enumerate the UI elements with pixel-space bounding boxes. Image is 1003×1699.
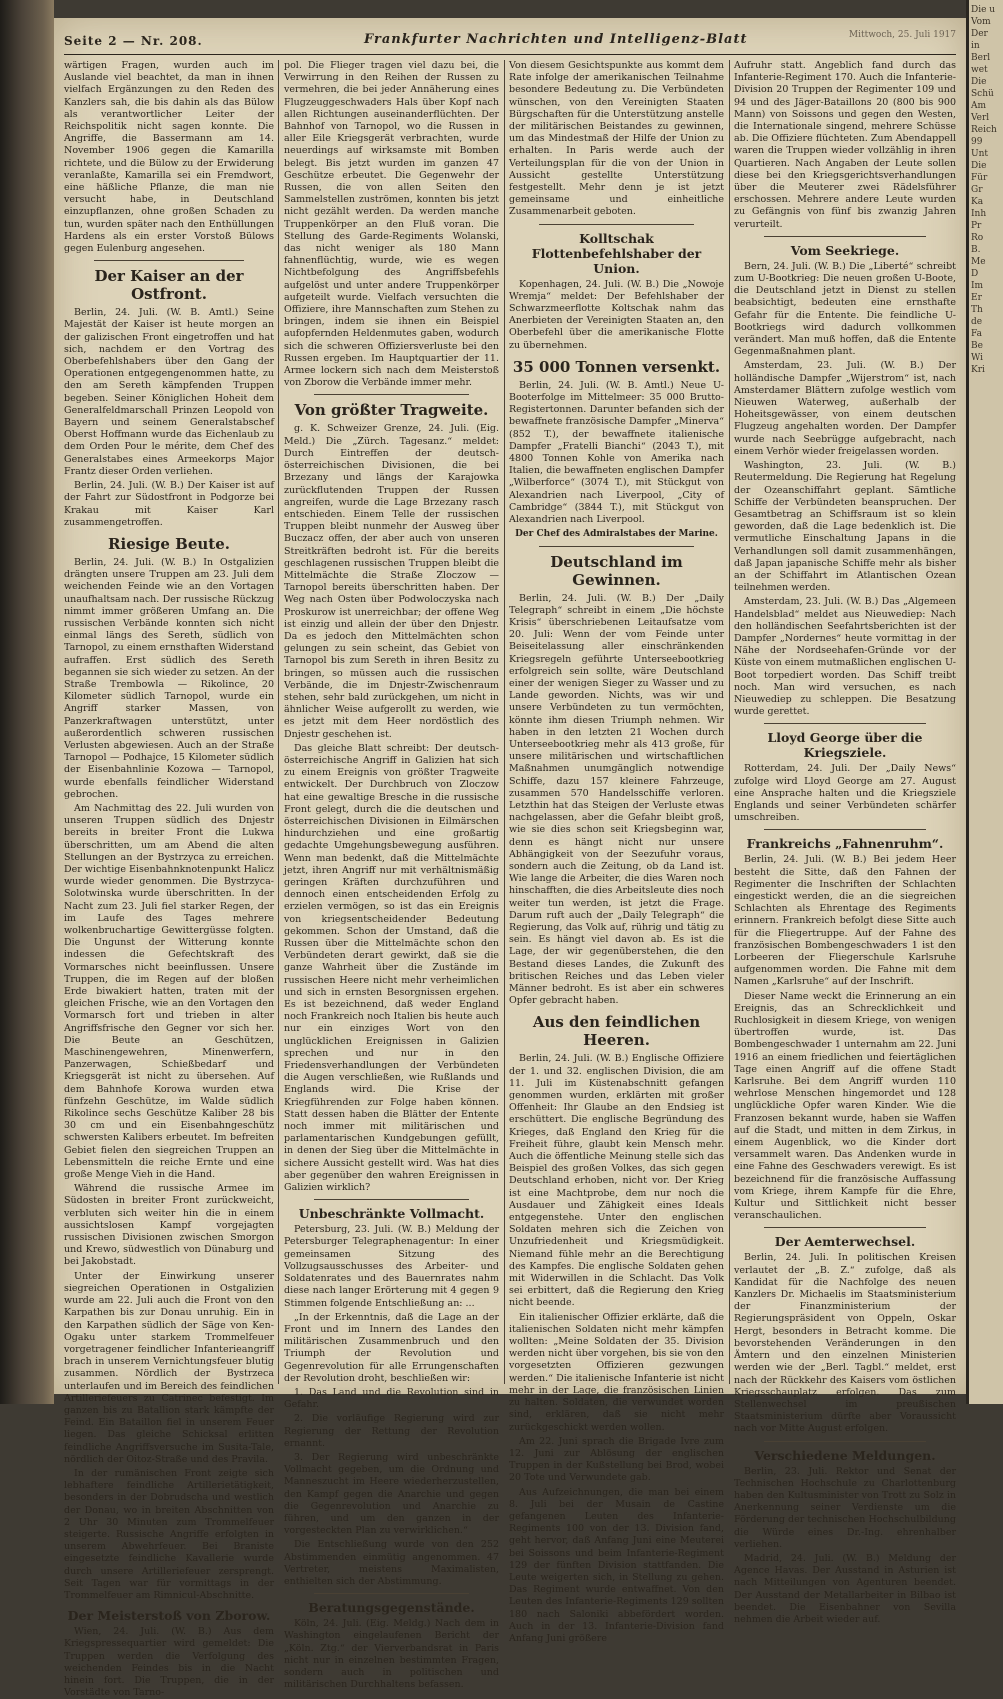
article-text: In der rumänischen Front zeigte sich lebhaftere feindliche Artillerietätigkeit, besonders in der Dobrudscha und westlich der Donau, wo in breiten Abschnitten von 2 Uhr 30 Minuten zum Trommelfeuer steigerte. Russische Angriffe erfolgten in unserem Abwehrfeuer. Bei Braniste eingesetzte feindliche Kavallerie wurde durch unsere Artilleriefeuer zersprengt. Seit Tagen war für vormittags in der Trommelfeuer am Rimnicul-Abschnitte. [64,1467,274,1601]
separator [314,394,469,395]
article-text: „In der Erkenntnis, daß die Lage an der Front und im Innern des Landes den militärischen Zusammenbruch und den Triumph der Revolution und Gegenrevolution für alle Errungenschaften der Revolution droht, beschließen wir: [284,1311,499,1384]
article-text: Madrid, 24. Juli. (W. B.) Meldung der Agence Havas. Der Ausstand in Asturien ist nach Mitteilungen von Agenturen beendet. Der Ausstand der Metallarbeiter in Bilbao ist beendet. Die Eisenbahner von Sevilla nehmen die Arbeit wieder auf. [734,1552,956,1625]
column-rule [504,60,505,1384]
article-text: Amsterdam, 23. Juli. (W. B.) Der holländische Dampfer „Wijerstrom“ ist, nach Amsterdamer Blättern zufolge westlich vom Nieuwen Waterweg, außerhalb der Hoheitsgewässer, von einem deutschen Flugzeug angehalten worden. Der Dampfer wurde nach Seebrügge aufgebracht, nach einem Verhör wieder freigelassen worden. [734,360,956,457]
separator [764,1227,926,1228]
article-text: Aus Aufzeichnungen, die man bei einem 8. Juli bei der Musain de Castine gefangenen Leuten des Infanterie-Regiments 100 von der 13. Division fand, geht hervor, daß Anfang Juni eine Meuterei bei Soissons und beim Infanterie-Regiment 129 der fünften Division stattfanden. Die Leute weigerten sich, in Stellung zu gehen. Das Regiment wurde entwaffnet. Von den Leuten des Infanterie-Regiments 129 sollten 180 nach Saloniki abbefördert worden. Auch in der 13. Infanterie-Division fand Anfang Juni größere [509,1486,724,1644]
separator [314,1199,469,1200]
article-text: Wien, 24. Juli. (W. B.) Aus dem Kriegspressequartier wird gemeldet: Die Truppen werden die Verfolgung des weichenden Feindes bis in die Nacht hinein fort. Die Truppen, die in der Vorstädte von Tarno- [64,1626,274,1699]
article-text: Berlin, 24. Juli. (W. B. Amtl.) Neue U-Booterfolge im Mittelmeer: 35 000 Brutto-Registertonnen. Darunter befanden sich der bewaffnete französische Dampfer „Minerva“ (852 T.), der bewaffnete italienische Dampfer „Fratelli Bianchi“ (2043 T.), mit 4800 Tonnen Kohle von Amerika nach Italien, die bewaffneten englischen Dampfer „Wilberforce“ (3074 T.), mit Stückgut von Alexandrien nach Liverpool, „City of Cambridge“ (3844 T.), mit Stückgut von Alexandrien nach Liverpool. [509,379,724,526]
headline-meisterstoss-zborow: Der Meisterstoß von Zborow. [67,1608,271,1624]
adjacent-page-edge [966,0,1003,1404]
article-text: Berlin, 24. Juli. (W. B.) Der „Daily Telegraph“ schreibt in einem „Die höchste Krisis“ überschriebenen Leitaufsatze vom 20. Juli: Wenn der vom Feinde unter Beiseitelassung aller einschränkenden Kriegsregeln geführte Unterseebootkrieg erfolgreich sein sollte, wäre Deutschland einer der wenigen Sieger zu Wasser und zu Lande geworden. Nichts, was wir und unsere Verbündeten zu tun vermöchten, könnte ihm diesen Triumph nehmen. Wir haben in den letzten 21 Wochen durch Unterseebootkrieg mehr als 413 große, für unsere militärischen und wirtschaftlichen Maßnahmen unumgänglich notwendige Schiffe, dazu 157 kleinere Fahrzeuge, zusammen 570 Handelsschiffe verloren. Letzthin hat das Steigen der Verluste etwas nachgelassen, aber die Gefahr bleibt groß, wie sie dies schon seit Kriegsbeginn war, denn es hängt nicht nur unsere Abhängigkeit von der Seezufuhr voraus, sondern auch die Zeitung, ob da Land ist. Wie lange die Arbeiter, die dies Waren noch hinschafften, die dies Arbeitsleute dies noch weiter tun werden, ist jetzt die Frage. Darum ruft auch der „Daily Telegraph“ die Regierung, das Volk auf, rührig und tätig zu sein. Es hängt viel davon ab. Es ist die Lage, der wir gegenüberstehen, die den Bestand dieses Landes, die Zukunft des britischen Reiches und das Leben vieler Männer bedroht. Es ist aber ein schweres Opfer gebracht haben. [509,592,724,1007]
article-text: Dieser Name weckt die Erinnerung an ein Ereignis, das an Schrecklichkeit und Ruchlosigkeit in diesem Kriege, von wenigen übertroffen wurde, ist. Das Bombengeschwader 1 unternahm am 22. Juni 1916 an einem friedlichen und feiertäglichen Tage einen Angriff auf die offene Stadt Karlsruhe. Bei dem Angriff wurden 110 wehrlose Menschen hingemordet und 128 unglückliche Opfer waren Kinder. Wie die Franzosen bekannt wurde, haben sie Waffen auf die Stadt, und mitten in dem Zirkus, in einem Augenblick, wo die Kinder dort versammelt waren. Das Andenken wurde in eine Fahne des Geschwaders verewigt. Es ist bezeichnend für die französische Auffassung vom Kriege, ihrem Kampfe für die Ehre, Kultur und Sittlichkeit nicht besser veranschaulichen. [734,990,956,1222]
article-text: pol. Die Flieger tragen viel dazu bei, die Verwirrung in den Reihen der Russen zu vermehren, die bei jeder Annäherung eines Flugzeuggeschwaders Hals über Kopf nach allen Richtungen auseinanderflüchten. Der Bahnhof von Tarnopol, wo die Russen in aller Eile Kriegsgerät verbrachten, wurde neuerdings auf wirksamste mit Bomben belegt. Bis jetzt wurden im ganzen 47 Geschütze erbeutet. Die Gegenwehr der Russen, die von allen Seiten den Sammelstellen zuströmen, konnten bis jetzt nicht gezählt werden. Da werden manche Truppenkörper an den Fluß voran. Die Stellung des Garde-Regiments Wolanski, das nicht weniger als 180 Mann fahnenflüchtig, wurde, wie es wegen Nichtbefolgung des Angriffsbefehls aufgelöst und unter andere Truppenkörper aufgeteilt wurde. Vielfach versuchten die Offiziere, ihre Mannschaften zum Stehen zu bringen, indem sie ihnen ein Beispiel aufopfernden Heldenmutes gaben, wodurch sich die schweren Offiziersverluste bei den Russen ergeben. Im Hauptquartier der 11. Armee lockern sich nach dem Meisterstoß von Zborow die Verbände immer mehr. [284,60,499,389]
page-number: Seite 2 — Nr. 208. [64,34,203,48]
article-text: Aufruhr statt. Angeblich fand durch das Infanterie-Regiment 170. Auch die Infanterie-Division 20 Truppen der Regimenter 109 und 94 und des Jäger-Bataillons 20 (800 bis 900 Mann) von Soissons und gegen den Westen, die Internationale singend, mehrere Schüsse ab. Die Offiziere flüchteten. Zum Abendappell waren die Truppen wieder vollzählig in ihren Quartieren. Nach Angaben der Leute sollen diese bei den Kriegsgerichtsverhandlungen über die Meuterer zwei Rädelsführer erschossen. Mehrere andere Leute wurden zu Gefängnis von fünf bis zwanzig Jahren verurteilt. [734,60,956,230]
headline-unbeschraenkte-vollmacht: Unbeschränkte Vollmacht. [298,1206,485,1222]
column-3 [509,60,724,1644]
headline-deutschland-gewinnen: Deutschland im Gewinnen. [550,552,683,589]
article-text: Ein italienischer Offizier erklärte, daß die italienischen Soldaten nicht mehr kämpfen wollten: „Meine Soldaten der 35. Division werden nicht über vorgehen, bis sie von den vorgesetzten Offizieren gezwungen werden.“ Die italienische Infanterie ist nicht mehr in der Lage, die französischen Linien zu halten. Soldaten, die verwundet worden sind, erklären, daß sie nicht mehr zurückgeschickt werden wollen. [509,1311,724,1433]
column-1 [64,60,274,1699]
article-text: Amsterdam, 23. Juli. (W. B.) Das „Algemeen Handelsblad“ meldet aus Nieuwediep: Nach den holländischen Seefahrtsberichten ist der Dampfer „Nordernes“ heute vormittag in der Nähe der Nordseehafen-Gründe vor der Küste von einem mutmaßlichen englischen U-Boot torpediert worden. Das Schiff treibt noch. Man wird versuchen, es nach Nieuwediep zu schleppen. Die Besatzung wurde gerettet. [734,596,956,718]
separator [764,236,926,237]
headline-tonnen-versenkt: 35 000 Tonnen versenkt. [512,357,721,376]
article-text: Rotterdam, 24. Juli. Der „Daily News“ zufolge wird Lloyd George am 27. August eine Ansprache halten und die Kriegsziele Englands und seiner Verbündeten schärfer umschreiben. [734,763,956,824]
headline-verschiedene-meldungen: Verschiedene Meldungen. [754,1447,936,1463]
separator [539,224,694,225]
headline-riesige-beute: Riesige Beute. [108,534,230,553]
article-text: wärtigen Fragen, wurden auch im Auslande viel beachtet, da man in ihnen vielfach Ergänzungen zu den Reden des Kanzlers sah, die bis dahin als das Bülow als verantwortlicher Leiter der Reichspolitik nicht sagen konnte. Die Angriffe, die Bassermann am 14. November 1906 gegen die Kamarilla richtete, und die Bülow zu der Erwiderung veranlaßte, Kamarilla sei ein Fremdwort, eine häßliche Pflanze, die man nie versucht habe, in Deutschland einzupflanzen, ohne großen Schaden zu tun, wurden später nach den Enthüllungen Hardens als ein erster Vorstoß Bülows gegen Eulenburg angesehen. [64,60,274,255]
article-text: Berlin, 24. Juli. (W. B.) Englische Offiziere der 1. und 32. englischen Division, die am 11. Juli im Küstenabschnitt gefangen genommen wurden, erklärten mit großer Offenheit: Ihr Glaube an den Endsieg ist erschüttert. Die englische Begründung des Krieges, daß England den Krieg für die Freiheit führe, glaubt kein Mensch mehr. Auch die öffentliche Meinung stelle sich das Beispiel des großen Volkes, das sich gegen Deutschland erhoben, nicht vor. Der Krieg ist eine Machtprobe, dem nur noch die Ausdauer und Zähigkeit eines Ideals entgegenstehe. Unter den englischen Soldaten mehren sich die Zeichen von Unzufriedenheit und Kriegsmüdigkeit. Niemand fühle mehr an die Berechtigung des Kampfes. Die englische Soldaten gehen mit Widerwillen in die Schlacht. Das Volk sei erbittert, daß die Regierung den Krieg nicht beende. [509,1053,724,1309]
headline-vom-seekriege: Vom Seekriege. [790,242,900,258]
article-text: Berlin, 24. Juli. (W. B.) Der Kaiser ist auf der Fahrt zur Südostfront in Podgorze bei Krakau mit Kaiser Karl zusammengetroffen. [64,480,274,528]
article-text: Bern, 24. Juli. (W. B.) Die „Liberté“ schreibt zum U-Bootkrieg: Die neuen großen U-Boote, die Deutschland jetzt in Dienst zu stellen beabsichtigt, bedeuten eine ernsthafte Gefahr für die Entente. Die feindliche U-Bootkriegs wird dadurch vollkommen verändert. Man muß hoffen, daß die Entente Gegenmaßnahmen plant. [734,260,956,358]
article-text: Am Nachmittag des 22. Juli wurden von unseren Truppen südlich des Dnjestr bereits in breiter Front die Lukwa überschritten, um am Abend die alten Stellungen an der Bystrzyca zu erreichen. Der wichtige Eisenbahnknotenpunkt Halicz wurde wieder genommen. Die Bystrzyca-Solotwinska wurde überschritten. In der Nacht zum 23. Juli fiel starker Regen, der im Laufe des Tages mehrere wolkenbruchartige Gewittergüsse folgten. Die Ungunst der Witterung konnte indessen die Gefechtskraft des Vormarsches nicht beeinflussen. Unsere Truppen, die im Regen auf der bloßen Erde biwakiert hatten, traten mit der gleichen Frische, wie an den Vortagen den Vormarsch fort und trieben in alter Angriffsfrische den Gegner vor sich her. Die Beute an Geschützen, Maschinengewehren, Minenwerfern, Panzerwagen, Schießbedarf und Kriegsgerät ist nicht zu übersehen. Auf dem Bahnhofe Korowa wurden etwa fünfzehn Geschütze, im Walde südlich Rikolince sechs Geschütze Kaliber 28 bis 30 cm und ein Eisenbahngeschütz schwersten Kalibers erbeutet. Im befreiten Gebiet fielen den siegreichen Truppen an Lebensmitteln die reiche Ernte und eine große Menge Vieh in die Hand. [64,802,274,1181]
separator [764,1441,926,1442]
masthead: Frankfurter Nachrichten und Intelligenz-Blatt [364,32,748,47]
signature-admiralstab: Der Chef des Admiralstabes der Marine. [515,529,718,540]
adjacent-page-text: Die u Vom Der in Berl wet Die Schü Am Verl Reich 99 Unt Die Für Gr Ka Inh Pr Ro B. Me D Im Er Th de Fa Be Wi Kri [971,5,997,375]
article-text: Berlin, 24. Juli. (W. B.) Bei jedem Heer besteht die Sitte, daß den Fahnen der Regimenter die Inschriften der Schlachten eingestickt werden, die an die siegreichen Schlachten als Ehrentage des Regiments erinnern. Frankreich befolgt diese Sitte auch für die Fliegertruppe. Auf der Fahne des französischen Bombengeschwaders 1 ist den Lorbeeren der Fliegerschule Karlsruhe aufgenommen worden. Die Fahne mit dem Namen „Karlsruhe“ auf der Inschrift. [734,854,956,988]
separator [314,1593,469,1594]
article-text: Unter der Einwirkung unserer siegreichen Operationen in Ostgalizien wurde am 22. Juli auch die Front von den Karpathen bis zur Donau unruhig. Ein in den Karpathen südlich der Säge von Ken-Ogaku unter starkem Trommelfeuer vorgetragener feindlicher Infanterieangriff brach in unserem Vernichtungsfeuer blutig zusammen. Nördlich der Bystrzeca unterlaufen und im Bereich des feindlichen Artilleriefeuers zu Catrinec befestigt. Im ganzen bis zu Batallion stark kämpfte der Feind. Ein Bataillon fiel in unserem Feuer liegen. Das gleiche Schicksal erlitten feindliche Angriffsversuche im Susita-Tale, nördlich der Oitoz-Straße und des Pravila. [64,1270,274,1465]
date-stamp: Mittwoch, 25. Juli 1917 [848,30,956,40]
article-text: 1. Das Land und die Revolution sind in Gefahr. [284,1386,499,1411]
headline-kaiser-ostfront: Der Kaiser an der Ostfront. [94,267,244,304]
column-rule [729,60,730,1384]
article-text: Das gleiche Blatt schreibt: Der deutsch-österreichische Angriff in Galizien hat sich zu einem Ereignis von größter Tragweite entwickelt. Der Durchbruch von Zloczow hat eine gewaltige Bresche in die russische Front gelegt, durch die die deutschen und österreichischen Divisionen in Eilmärschen hindurchziehen und eine großartig gedachte Umgehungsbewegung ausführen. Wenn man bedenkt, daß die Mittelmächte jetzt, ihren Angriff nur mit verhältnismäßig geringen Kräften durchzuführen und dennoch einen entscheidenden Erfolg zu erzielen vermögen, so ist das ein Ereignis von kriegsentscheidender Bedeutung gekommen. Schon der Umstand, daß die Russen über die Mittelmächte schon den Verbündeten derart gewirkt, daß sie die ganze Wahrheit über die Zustände im russischen Heere nicht mehr verheimlichen und sich in ernsten Besorgnissen ergehen. Es ist bezeichnend, daß weder England noch Frankreich noch Italien bis heute auch nur ein einziges Wort von den unglücklichen Ereignissen in Galizien sprechen und nur in den Friedensverhandlungen der Verbündeten die Augen verschließen, wie Rußlands und Englands wird. Die Krise der Kriegführenden zur Folge haben können. Statt dessen haben die Blätter der Entente noch immer mit militärischen und parlamentarischen Kundgebungen gefüllt, in denen der Sieg über die Mittelmächte in sichere Aussicht gestellt wird. Was hat dies aber gegenüber den wahren Ereignissen in Galizien wirklich? [284,742,499,1194]
separator [94,260,244,261]
separator [539,546,694,547]
article-text: Die Entschließung wurde von den 252 Abstimmenden einmütig angenommen. 47 Vertreter, meistens Maximalisten, enthielten sich der Abstimmung. [284,1539,499,1587]
page-header [64,28,956,55]
article-text: Washington, 23. Juli. (W. B.) Reutermeldung. Die Regierung hat Regelung der Ozeanschiffahrt geplant. Sämtliche Schiffe der Verbündeten beanspruchen. Der Gesamtbetrag an Schiffsraum ist so klein geworden, daß die Lage bedenklich ist. Die vermutliche Einschaltung Japans in die Verhandlungen soll damit zusammenhängen, daß Japan japanische Schiffe mehr als bisher an der Schiffahrt im Atlantischen Ozean teilnehmen werden. [734,460,956,594]
headline-groesster-tragweite: Von größter Tragweite. [294,401,489,420]
article-text: Kopenhagen, 24. Juli. (W. B.) Die „Nowoje Wremja“ meldet: Der Befehlshaber der Schwarzmeerflotte Koltschak nahm das Anerbieten der Vereinigten Staaten an, den Oberbefehl über die amerikanische Flotte zu übernehmen. [509,278,724,351]
article-text: 2. Die vorläufige Regierung wird zur Regierung der Rettung der Revolution ernannt. [284,1413,499,1449]
newspaper-page [54,18,966,1699]
article-text: Am 22. Juni sprach die Brigade Ivre zum 12. Juni zur Ablösung der englischen Truppen in der Kußstellung bei Brod, wobei 20 Tote und Verwundete gab. [509,1435,724,1484]
book-binding [0,0,54,1404]
article-text: Berlin, 24. Juli. In politischen Kreisen verlautet der „B. Z.“ zufolge, daß als Kandidat für die Nachfolge des neuen Kanzlers Dr. Michaelis im Staatsministerium der Finanzministerium der Regierungspräsident von Oppeln, Oskar Hergt, besonders in Betracht komme. Die bevorstehenden Veränderungen in den Ämtern und den einzelnen Ministerien werden wie der „Berl. Tagbl.“ meldet, erst nach der Rückkehr des Kaisers vom östlichen Kriegsschauplatz erfolgen. Das zum Stellenwechsel im preußischen Staatsministerium dürfte aber Voraussicht nach vor Mitte August erfolgen. [734,1252,956,1435]
headline-koltschak: Kolltschak [579,230,654,246]
headline-beratungsgegenstaende: Beratungsgegenstände. [308,1600,475,1616]
article-text: g. K. Schweizer Grenze, 24. Juli. (Eig. Meld.) Die „Zürch. Tagesanz.“ meldet: Durch Eintreffen der deutsch-österreichischen Divisionen, die bei Brzezany und längs der Karajowka zurückflutenden Truppen der Russen angreifen, wurde die Lage Brzezany rasch entschieden. Einem Telle der russischen Truppen bleibt nunmehr der Ausweg über Buczacz offen, der aber auch von unseren Streitkräften bedroht ist. Für die bereits geschlagenen russischen Truppen bleibt die Mittelmächte die Straße Zloczow — Tarnopol bereits überschritten haben. Der Weg nach Osten über Podwoloczyska nach Proskurow ist unerreichbar; der offene Weg ist einzig und allein der über den Dnjestr. Da es jedoch den Mittelmächten schon gelungen zu sein scheint, das Gebiet von Tarnopol bis zum Sereth in ihren Besitz zu bringen, so müssen auch die russischen Verbände, die im Dnjestr-Zwischenraum stehen, sehr bald zurückgehen, um nicht in ähnlicher Weise aufgerollt zu werden, wie es jetzt mit dem Heer nordöstlich des Dnjestr geschehen ist. [284,423,499,740]
article-text: Berlin, 23. Juli. Rektor und Senat der Technischen Hochschule zu Charlottenburg haben den Kultusminister von Trott zu Solz in Anerkennung seiner Verdienste um die Förderung der technischen Hochschulbildung die Würde eines Dr.-Ing. ehrenhalber verliehen. [734,1465,956,1550]
article-text: Köln, 24. Juli. (Eig. Meldg.) Nach dem in Washington eingelaufenen Bericht der „Köln. Ztg.“ der Vierverbandsrat in Paris nicht nur in einzelnen bestimmten Fragen, sondern auch in politischen und militärischen Durchhaltens befassen. [284,1618,499,1691]
article-text: Von diesem Gesichtspunkte aus kommt dem Rate infolge der amerikanischen Teilnahme besondere Bedeutung zu. Die Verbündeten wünschen, von den Vereinigten Staaten Bürgschaften für die Unterstützung anstelle der militärischen Beistandes zu gewinnen, um das Mindestmaß der Hilfe der Union zu erhalten. In Paris werde auch der Verteilungsplan für die von der Union in Aussicht gestellte Unterstützung festgestellt. Mehr denn je ist jetzt gemeinsame und einheitliche Zusammenarbeit geboten. [509,60,724,218]
separator [764,829,926,830]
article-text: 3. Der Regierung wird unbeschränkte Vollmacht gegeben, um die Ordnung und Manneszucht im Heere wiederherzustellen, den Kampf gegen die Anarchie und gegen die Gegenrevolution und Anarchie zu führen, und um den ganzen in der vorgesteckten Plan zu verwirklichen.“ [284,1451,499,1537]
headline-lloyd-george: Lloyd George über die Kriegsziele. [767,730,923,761]
article-text: Während die russische Armee im Südosten in breiter Front zurückweicht, verbluten sich weiter hin die in einem aussichtslosen Kampf vorgejagten russischen Divisionen zwischen Smorgon und Krewo, südwestlich von Dünaburg und bei Jakobstadt. [64,1183,274,1268]
column-rule [278,60,279,1384]
article-text: Petersburg, 23. Juli. (W. B.) Meldung der Petersburger Telegraphenagentur: In einer gemeinsamen Sitzung des Vollzugsausschusses des Arbeiter- und Soldatenrates und des Bauernrates nahm diese nach langer Erörterung mit 4 gegen 9 Stimmen folgende Entschließung an: ... [284,1224,499,1309]
separator [764,723,926,724]
headline-flottenbefehlshaber: Flottenbefehlshaber der Union. [531,245,702,276]
column-2 [284,60,499,1691]
column-4 [734,60,956,1625]
headline-aemterwechsel: Der Aemterwechsel. [774,1234,916,1250]
headline-fahnenruhm: Frankreichs „Fahnenruhm“. [746,836,944,852]
article-text: Berlin, 24. Juli. (W. B. Amtl.) Seine Majestät der Kaiser ist heute morgen an der galizischen Front eingetroffen und hat sich, nachdem er den Vortrag des Oberbefehlshabers über den Gang der Operationen entgegengenommen hatte, zu den am Sereth kämpfenden Truppen begeben. Seiner Königlichen Hoheit dem Generalfeldmarschall Prinzen Leopold von Bayern und seinem Generalstabschef Oberst Hoffmann wurde das Eichenlaub zu dem Orden Pour le mérite, dem Chef des Generalstabes eines Armeekorps Major Frantz dieser Orden verliehen. [64,307,274,477]
article-text: Berlin, 24. Juli. (W. B.) In Ostgalizien drängten unsere Truppen am 23. Juli dem weichenden Feinde wie an den Vortagen unaufhaltsam nach. Der russische Rückzug nimmt immer größeren Umfang an. Die russischen Verbände konnten sich nicht einmal längs des Sereth, südlich von Tarnopol, zu einem ernsthaften Widerstand aufraffen. Erst südlich des Sereth begannen sie sich wieder zu setzen. An der Straße Trembowla — Rikolince, 20 Kilometer südlich Tarnopol, wurde ein Angriff starker Massen, von Panzerkraftwagen unterstützt, unter außerordentlich schweren russischen Verlusten abgewiesen. Auch an der Straße Tarnopol — Podhajce, 15 Kilometer südlich der Eisenbahnlinie Kozowa — Tarnopol, wurde ebenfalls feindlicher Widerstand gebrochen. [64,556,274,800]
headline-feindlichen-heeren: Aus den feindlichen Heeren. [532,1013,701,1050]
